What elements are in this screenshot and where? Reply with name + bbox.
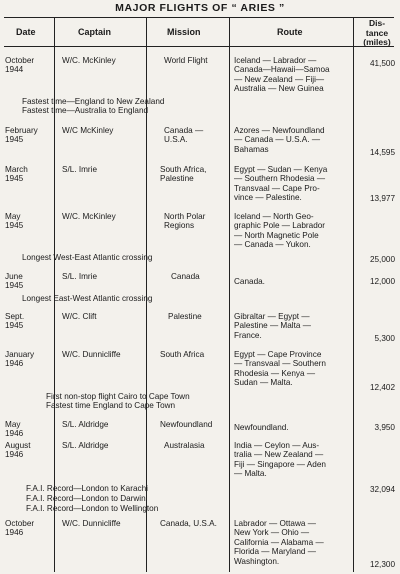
header-distance: Dis- tance (miles): [363, 18, 391, 47]
table-row-distance: 12,300: [369, 560, 395, 569]
table-row-mission: World Flight: [164, 56, 208, 65]
row-note: Fastest time—Australia to England: [22, 106, 149, 115]
table-row-distance: 13,977: [369, 194, 395, 203]
row-note: Longest West-East Atlantic crossing: [22, 253, 153, 262]
table-top-rule: [4, 17, 394, 18]
table-row-distance: 12,000: [369, 277, 395, 286]
table-row-distance: 12,402: [369, 383, 395, 392]
table-row-mission: Canada: [171, 272, 200, 281]
header-bottom-rule: [4, 46, 394, 47]
header-route: Route: [277, 27, 303, 37]
table-row-date: June 1945: [5, 272, 24, 291]
row-note: Fastest time England to Cape Town: [46, 401, 176, 410]
table-row-route: Newfoundland.: [234, 423, 289, 432]
row-note: F.A.I. Record—London to Wellington: [26, 504, 159, 513]
table-row-route: Labrador — Ottawa — New York — Ohio — California — Alabama — Florida — Maryland — Washington.: [234, 519, 324, 566]
page-title: MAJOR FLIGHTS OF “ ARIES ”: [115, 2, 285, 14]
table-row-captain: W/C. McKinley: [62, 212, 116, 221]
table-row-distance: 41,500: [369, 59, 395, 68]
table-row-date: August 1946: [5, 441, 31, 460]
table-row-route: Egypt — Cape Province — Transvaal — Southern Rhodesia — Kenya — Sudan — Malta.: [234, 350, 326, 388]
table-row-captain: W/C. McKinley: [62, 56, 116, 65]
row-note: Longest East-West Atlantic crossing: [22, 294, 153, 303]
header-date: Date: [16, 27, 36, 37]
table-row-date: Sept. 1945: [5, 312, 25, 331]
table-row-captain: W/C. Dunnicliffe: [62, 350, 121, 359]
table-row-mission: Canada, U.S.A.: [160, 519, 217, 528]
table-row-mission: South Africa: [160, 350, 205, 359]
table-row-date: October 1944: [5, 56, 35, 75]
row-note: First non-stop flight Cairo to Cape Town: [46, 392, 190, 401]
table-row-distance: 25,000: [369, 255, 395, 264]
table-row-route: Egypt — Sudan — Kenya — Southern Rhodesia — Transvaal — Cape Pro- vince — Palestine.: [234, 165, 328, 203]
table-row-route: India — Ceylon — Aus- tralia — New Zealand — Fiji — Singapore — Aden — Malta.: [234, 441, 326, 479]
table-row-date: May 1945: [5, 212, 24, 231]
table-row-date: May 1946: [5, 420, 24, 439]
table-row-mission: Australasia: [164, 441, 205, 450]
column-rule: [353, 17, 354, 572]
row-note: F.A.I. Record—London to Karachi: [26, 484, 148, 493]
header-mission: Mission: [167, 27, 201, 37]
table-row-route: Iceland — North Geo- graphic Pole — Labrador — North Magnetic Pole — Canada — Yukon.: [234, 212, 326, 250]
table-row-captain: W/C. Dunnicliffe: [62, 519, 121, 528]
table-row-distance: 32,094: [369, 485, 395, 494]
table-row-mission: Canada — U.S.A.: [164, 126, 204, 145]
table-row-distance: 5,300: [374, 334, 395, 343]
table-row-date: October 1946: [5, 519, 35, 538]
table-row-captain: W/C. Clift: [62, 312, 97, 321]
table-row-distance: 3,950: [374, 423, 395, 432]
row-note: Fastest time—England to New Zealand: [22, 97, 165, 106]
table-row-mission: North Polar Regions: [164, 212, 206, 231]
table-row-distance: 14,595: [369, 148, 395, 157]
table-row-mission: Palestine: [168, 312, 202, 321]
table-row-date: February 1945: [5, 126, 38, 145]
table-row-captain: S/L. Aldridge: [62, 441, 109, 450]
table-row-captain: S/L. Imrie: [62, 165, 98, 174]
table-row-captain: S/L. Imrie: [62, 272, 98, 281]
table-row-date: March 1945: [5, 165, 28, 184]
column-rule: [229, 17, 230, 572]
table-row-route: Gibraltar — Egypt — Palestine — Malta — France.: [234, 312, 311, 340]
table-row-mission: South Africa, Palestine: [160, 165, 207, 184]
table-row-route: Azores — Newfoundland — Canada — U.S.A. — Bahamas: [234, 126, 325, 154]
table-row-mission: Newfoundland: [160, 420, 213, 429]
table-row-route: Canada.: [234, 277, 265, 286]
table-row-route: Iceland — Labrador — Canada—Hawaii—Samoa — New Zealand — Fiji— Australia — New Guinea: [234, 56, 330, 94]
row-note: F.A.I. Record—London to Darwin: [26, 494, 146, 503]
table-row-date: January 1946: [5, 350, 35, 369]
table-row-captain: W/C McKinley: [62, 126, 114, 135]
table-row-captain: S/L. Aldridge: [62, 420, 109, 429]
header-captain: Captain: [78, 27, 112, 37]
